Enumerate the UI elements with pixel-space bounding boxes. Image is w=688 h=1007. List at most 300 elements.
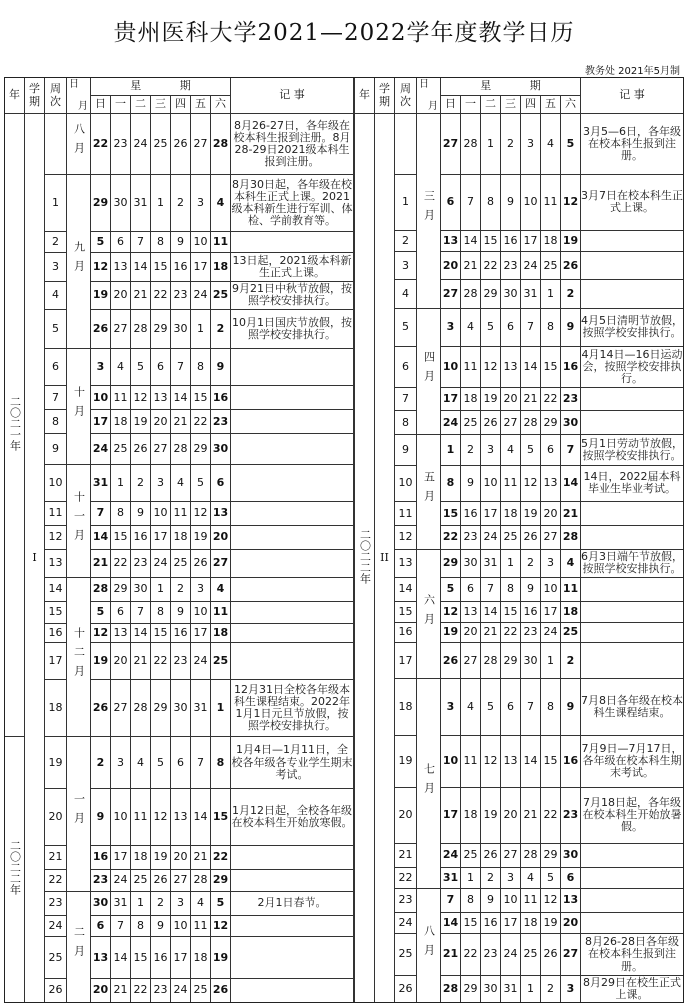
weekday-header: 五: [541, 96, 561, 114]
day-cell: 31: [481, 549, 501, 577]
month-text: 一月: [72, 793, 86, 832]
day-cell: 5: [521, 435, 541, 465]
day-cell: 2: [171, 577, 191, 601]
day-cell: 24: [151, 549, 171, 577]
day-cell: 4: [191, 891, 211, 915]
week-number: 25: [395, 934, 417, 975]
day-cell: 14: [521, 347, 541, 387]
day-cell: 14: [131, 623, 151, 643]
week-number: 2: [45, 231, 67, 253]
day-cell: 2: [561, 280, 581, 308]
day-cell: 11: [171, 501, 191, 525]
day-cell: 20: [441, 252, 461, 280]
day-cell: 13: [501, 735, 521, 787]
day-cell: 18: [461, 387, 481, 411]
note-cell: 13日起，2021级本科新生正式上课。: [231, 253, 354, 281]
day-cell: 29: [501, 642, 521, 679]
day-cell: 18: [561, 601, 581, 623]
day-cell: 23: [171, 643, 191, 680]
day-cell: 1: [151, 175, 171, 232]
day-cell: 2: [151, 891, 171, 915]
day-cell: 30: [461, 549, 481, 577]
day-cell: 4: [171, 464, 191, 501]
day-cell: 19: [521, 502, 541, 526]
day-cell: 22: [151, 281, 171, 309]
week-number: 25: [45, 937, 67, 978]
day-cell: 12: [541, 889, 561, 913]
note-cell: 9月21日中秋节放假，按照学校安排执行。: [231, 281, 354, 309]
day-cell: 8: [211, 736, 231, 788]
day-cell: 2: [91, 736, 111, 788]
day-cell: 31: [521, 280, 541, 308]
day-cell: 21: [91, 549, 111, 577]
day-cell: 23: [461, 526, 481, 550]
day-cell: 15: [191, 386, 211, 410]
day-cell: 7: [441, 889, 461, 913]
day-cell: 7: [461, 174, 481, 230]
day-cell: 3: [151, 464, 171, 501]
day-cell: 29: [91, 175, 111, 232]
day-cell: 19: [91, 281, 111, 309]
day-cell: 20: [151, 410, 171, 434]
note-cell: 5月1日劳动节放假，按照学校安排执行。: [581, 435, 684, 465]
day-cell: 15: [111, 525, 131, 549]
day-cell: 19: [191, 525, 211, 549]
week-number: 8: [45, 410, 67, 434]
day-cell: 21: [441, 934, 461, 975]
day-cell: 2: [211, 310, 231, 349]
note-cell: 6月3日端午节放假，按照学校安排执行。: [581, 549, 684, 577]
day-cell: 11: [111, 386, 131, 410]
header-day: 日: [419, 79, 429, 90]
day-cell: 9: [131, 501, 151, 525]
day-cell: 17: [111, 845, 131, 869]
day-cell: 5: [91, 231, 111, 253]
day-cell: 10: [111, 789, 131, 846]
day-cell: 10: [441, 347, 461, 387]
page-title: 贵州医科大学2021—2022学年度教学日历: [113, 20, 575, 46]
month-text: 四月: [422, 350, 436, 389]
week-number: 26: [45, 978, 67, 1002]
day-cell: 12: [561, 174, 581, 230]
day-cell: 16: [151, 937, 171, 978]
week-number: 11: [45, 501, 67, 525]
day-cell: 18: [461, 787, 481, 843]
day-cell: 25: [211, 643, 231, 680]
day-cell: 27: [191, 114, 211, 175]
day-cell: 29: [151, 680, 171, 737]
day-cell: 23: [91, 869, 111, 891]
month-text: 十二月: [72, 626, 86, 684]
day-cell: 24: [441, 843, 461, 867]
week-number: 12: [45, 525, 67, 549]
day-cell: 19: [211, 937, 231, 978]
week-number: 20: [45, 789, 67, 846]
day-cell: 21: [131, 281, 151, 309]
day-cell: 18: [521, 912, 541, 934]
header-year: 年: [5, 78, 25, 114]
note-cell: 8月29日在校生正式上课。: [581, 975, 684, 1002]
day-cell: 17: [91, 410, 111, 434]
day-cell: 5: [441, 577, 461, 601]
day-cell: 12: [441, 601, 461, 623]
month-text: 七月: [422, 763, 436, 802]
day-cell: 3: [91, 349, 111, 386]
day-cell: 4: [501, 435, 521, 465]
day-cell: 17: [441, 387, 461, 411]
header-day: 日: [69, 79, 79, 90]
day-cell: 6: [501, 679, 521, 735]
day-cell: 29: [541, 843, 561, 867]
day-cell: 22: [151, 643, 171, 680]
day-cell: 28: [521, 411, 541, 435]
day-cell: 23: [501, 252, 521, 280]
day-cell: 13: [461, 601, 481, 623]
year-text: 二〇二二年: [358, 528, 372, 584]
note-cell: 1月12日起，全校各年级在校本科生开始放寒假。: [231, 789, 354, 846]
day-cell: 1: [521, 975, 541, 1002]
day-cell: 8: [151, 231, 171, 253]
day-cell: 23: [131, 549, 151, 577]
day-cell: 1: [481, 114, 501, 175]
day-cell: 28: [461, 280, 481, 308]
day-cell: 8: [461, 889, 481, 913]
day-cell: 7: [191, 736, 211, 788]
week-number: 19: [395, 735, 417, 787]
header-xing: 星: [130, 79, 142, 93]
note-cell: 3月5—6日，各年级在校本科生报到注册。: [581, 114, 684, 175]
week-number: 24: [45, 915, 67, 937]
day-cell: 13: [111, 253, 131, 281]
week-number: 4: [45, 281, 67, 309]
day-cell: 23: [211, 410, 231, 434]
day-cell: 26: [481, 411, 501, 435]
day-cell: 17: [541, 601, 561, 623]
day-cell: 23: [561, 387, 581, 411]
day-cell: 26: [91, 680, 111, 737]
note-cell: 8月26-28日各年级在校本科生报到注册。: [581, 934, 684, 975]
day-cell: 16: [211, 386, 231, 410]
day-cell: 13: [211, 501, 231, 525]
day-cell: 17: [501, 912, 521, 934]
weekday-header: 三: [151, 96, 171, 114]
note-cell: 7月9日—7月17日，各年级在校本科生期末考试。: [581, 735, 684, 787]
day-cell: 5: [91, 601, 111, 623]
day-cell: 10: [501, 889, 521, 913]
term-label: I: [25, 114, 45, 1003]
day-cell: 3: [111, 736, 131, 788]
day-cell: 24: [441, 411, 461, 435]
week-number: 2: [395, 230, 417, 252]
header-term: 学期: [25, 78, 45, 114]
day-cell: 25: [171, 549, 191, 577]
day-cell: 19: [561, 230, 581, 252]
day-cell: 17: [171, 937, 191, 978]
week-number: 18: [395, 679, 417, 735]
day-cell: 4: [111, 349, 131, 386]
week-number: 16: [395, 623, 417, 642]
day-cell: 3: [441, 679, 461, 735]
day-cell: 23: [171, 281, 191, 309]
day-cell: 28: [461, 114, 481, 175]
day-cell: 13: [561, 889, 581, 913]
month-text: 十一月: [72, 490, 86, 548]
day-cell: 8: [111, 501, 131, 525]
week-number: 22: [45, 869, 67, 891]
day-cell: 29: [461, 975, 481, 1002]
day-cell: 18: [111, 410, 131, 434]
day-cell: 28: [481, 642, 501, 679]
note-cell: 3月7日在校本科生正式上课。: [581, 174, 684, 230]
day-cell: 18: [211, 623, 231, 643]
week-number: 6: [45, 349, 67, 386]
day-cell: 24: [541, 623, 561, 642]
day-cell: 26: [541, 934, 561, 975]
day-cell: 21: [131, 643, 151, 680]
day-cell: 5: [131, 349, 151, 386]
day-cell: 25: [151, 114, 171, 175]
day-cell: 20: [171, 845, 191, 869]
day-cell: 19: [441, 623, 461, 642]
day-cell: 14: [561, 465, 581, 502]
day-cell: 23: [151, 978, 171, 1002]
day-cell: 11: [521, 889, 541, 913]
day-cell: 20: [111, 281, 131, 309]
day-cell: 2: [461, 435, 481, 465]
day-cell: 13: [151, 386, 171, 410]
day-cell: 9: [171, 601, 191, 623]
week-number: 23: [395, 889, 417, 913]
day-cell: 16: [91, 845, 111, 869]
weekday-header: 六: [211, 96, 231, 114]
note-cell: 7月18日起，各年级在校本科生开始放暑假。: [581, 787, 684, 843]
day-cell: 11: [461, 347, 481, 387]
day-cell: 4: [541, 114, 561, 175]
day-cell: 16: [171, 623, 191, 643]
week-number: 20: [395, 787, 417, 843]
day-cell: 30: [561, 411, 581, 435]
day-cell: 26: [151, 869, 171, 891]
day-cell: 1: [441, 435, 461, 465]
week-number: 10: [395, 465, 417, 502]
day-cell: 22: [481, 252, 501, 280]
day-cell: 31: [131, 175, 151, 232]
day-cell: 11: [211, 231, 231, 253]
day-cell: 6: [541, 435, 561, 465]
day-cell: 26: [481, 843, 501, 867]
day-cell: 12: [521, 465, 541, 502]
day-cell: 31: [441, 867, 461, 889]
day-cell: 25: [191, 978, 211, 1002]
day-cell: 3: [441, 308, 461, 347]
day-cell: 17: [521, 230, 541, 252]
day-cell: 29: [481, 280, 501, 308]
day-cell: 26: [191, 549, 211, 577]
day-cell: 27: [151, 434, 171, 465]
day-cell: 17: [191, 623, 211, 643]
day-cell: 25: [461, 843, 481, 867]
day-cell: 7: [91, 501, 111, 525]
year-text: 二〇二二年: [8, 840, 22, 896]
day-cell: 3: [171, 891, 191, 915]
day-cell: 16: [561, 347, 581, 387]
weekday-header: 四: [171, 96, 191, 114]
weekday-header: 二: [131, 96, 151, 114]
header-month: 月: [428, 101, 438, 112]
day-cell: 12: [91, 253, 111, 281]
day-cell: 19: [151, 845, 171, 869]
day-cell: 7: [131, 231, 151, 253]
day-cell: 29: [541, 411, 561, 435]
day-cell: 7: [481, 577, 501, 601]
week-number: 23: [45, 891, 67, 915]
week-number: 17: [45, 643, 67, 680]
day-cell: 3: [501, 867, 521, 889]
weekday-header: 五: [191, 96, 211, 114]
day-cell: 8: [151, 601, 171, 623]
day-cell: 19: [481, 387, 501, 411]
day-cell: 30: [481, 975, 501, 1002]
day-cell: 13: [541, 465, 561, 502]
note-cell: 10月1日国庆节放假，按照学校安排执行。: [231, 310, 354, 349]
day-cell: 25: [131, 869, 151, 891]
day-cell: 17: [481, 502, 501, 526]
calendar-frame: [4, 77, 684, 1003]
week-number: 4: [395, 280, 417, 308]
day-cell: 24: [191, 643, 211, 680]
day-cell: 27: [461, 642, 481, 679]
header-month: 月: [78, 101, 88, 112]
day-cell: 2: [171, 175, 191, 232]
day-cell: 30: [501, 280, 521, 308]
day-cell: 25: [501, 526, 521, 550]
day-cell: 3: [561, 975, 581, 1002]
week-number: 9: [45, 434, 67, 465]
week-number: 13: [45, 549, 67, 577]
day-cell: 6: [171, 736, 191, 788]
header-week: 周次: [395, 78, 417, 114]
day-cell: 21: [561, 502, 581, 526]
week-number: 11: [395, 502, 417, 526]
day-cell: 30: [171, 310, 191, 349]
day-cell: 21: [521, 787, 541, 843]
day-cell: 4: [211, 577, 231, 601]
day-cell: 28: [521, 843, 541, 867]
week-number: 26: [395, 975, 417, 1002]
day-cell: 30: [91, 891, 111, 915]
day-cell: 9: [561, 308, 581, 347]
day-cell: 4: [211, 175, 231, 232]
day-cell: 1: [111, 464, 131, 501]
day-cell: 22: [501, 623, 521, 642]
day-cell: 11: [191, 915, 211, 937]
day-cell: 28: [191, 869, 211, 891]
month-text: 三月: [422, 190, 436, 229]
week-number: 21: [395, 843, 417, 867]
day-cell: 2: [501, 114, 521, 175]
day-cell: 15: [541, 735, 561, 787]
day-cell: 29: [151, 310, 171, 349]
day-cell: 19: [131, 410, 151, 434]
day-cell: 28: [131, 310, 151, 349]
day-cell: 19: [481, 787, 501, 843]
day-cell: 4: [521, 867, 541, 889]
day-cell: 12: [131, 386, 151, 410]
day-cell: 28: [561, 526, 581, 550]
day-cell: 7: [171, 349, 191, 386]
header-qi: 期: [529, 79, 541, 93]
weekday-header: 一: [461, 96, 481, 114]
day-cell: 11: [211, 601, 231, 623]
day-cell: 9: [151, 915, 171, 937]
day-cell: 5: [211, 891, 231, 915]
day-cell: 18: [191, 937, 211, 978]
day-cell: 20: [111, 643, 131, 680]
day-cell: 23: [561, 787, 581, 843]
day-cell: 15: [211, 789, 231, 846]
weekday-header: 六: [561, 96, 581, 114]
week-number: 6: [395, 347, 417, 387]
day-cell: 22: [131, 978, 151, 1002]
day-cell: 5: [541, 867, 561, 889]
day-cell: 1: [191, 310, 211, 349]
day-cell: 14: [131, 253, 151, 281]
day-cell: 12: [481, 735, 501, 787]
day-cell: 5: [481, 679, 501, 735]
weekday-header: 日: [441, 96, 461, 114]
day-cell: 18: [131, 845, 151, 869]
day-cell: 22: [191, 410, 211, 434]
day-cell: 8: [501, 577, 521, 601]
day-cell: 25: [561, 623, 581, 642]
note-cell: 2月1日春节。: [231, 891, 354, 915]
day-cell: 24: [111, 869, 131, 891]
day-cell: 16: [171, 253, 191, 281]
day-cell: 11: [131, 789, 151, 846]
note-cell: 8月26-27日，各年级在校本科生报到注册。8月28-29日2021级本科生报到注册。: [231, 114, 354, 175]
week-number: 8: [395, 411, 417, 435]
year-text: 二〇二一年: [8, 395, 22, 451]
day-cell: 25: [111, 434, 131, 465]
week-number: 21: [45, 845, 67, 869]
day-cell: 18: [501, 502, 521, 526]
day-cell: 2: [541, 975, 561, 1002]
day-cell: 28: [441, 975, 461, 1002]
day-cell: 12: [191, 501, 211, 525]
day-cell: 28: [211, 114, 231, 175]
day-cell: 22: [461, 934, 481, 975]
day-cell: 20: [501, 787, 521, 843]
day-cell: 15: [461, 912, 481, 934]
week-number: 1: [45, 175, 67, 232]
day-cell: 29: [211, 869, 231, 891]
day-cell: 30: [211, 434, 231, 465]
day-cell: 14: [111, 937, 131, 978]
week-number: 7: [395, 387, 417, 411]
day-cell: 23: [111, 114, 131, 175]
day-cell: 20: [501, 387, 521, 411]
day-cell: 17: [441, 787, 461, 843]
day-cell: 16: [461, 502, 481, 526]
day-cell: 20: [211, 525, 231, 549]
day-cell: 27: [561, 934, 581, 975]
note-cell: 1月4日—1月11日，全校各年级各专业学生期末考试。: [231, 736, 354, 788]
day-cell: 30: [111, 175, 131, 232]
day-cell: 5: [151, 736, 171, 788]
header-notes: 记 事: [581, 78, 684, 114]
day-cell: 31: [191, 680, 211, 737]
day-cell: 9: [461, 465, 481, 502]
